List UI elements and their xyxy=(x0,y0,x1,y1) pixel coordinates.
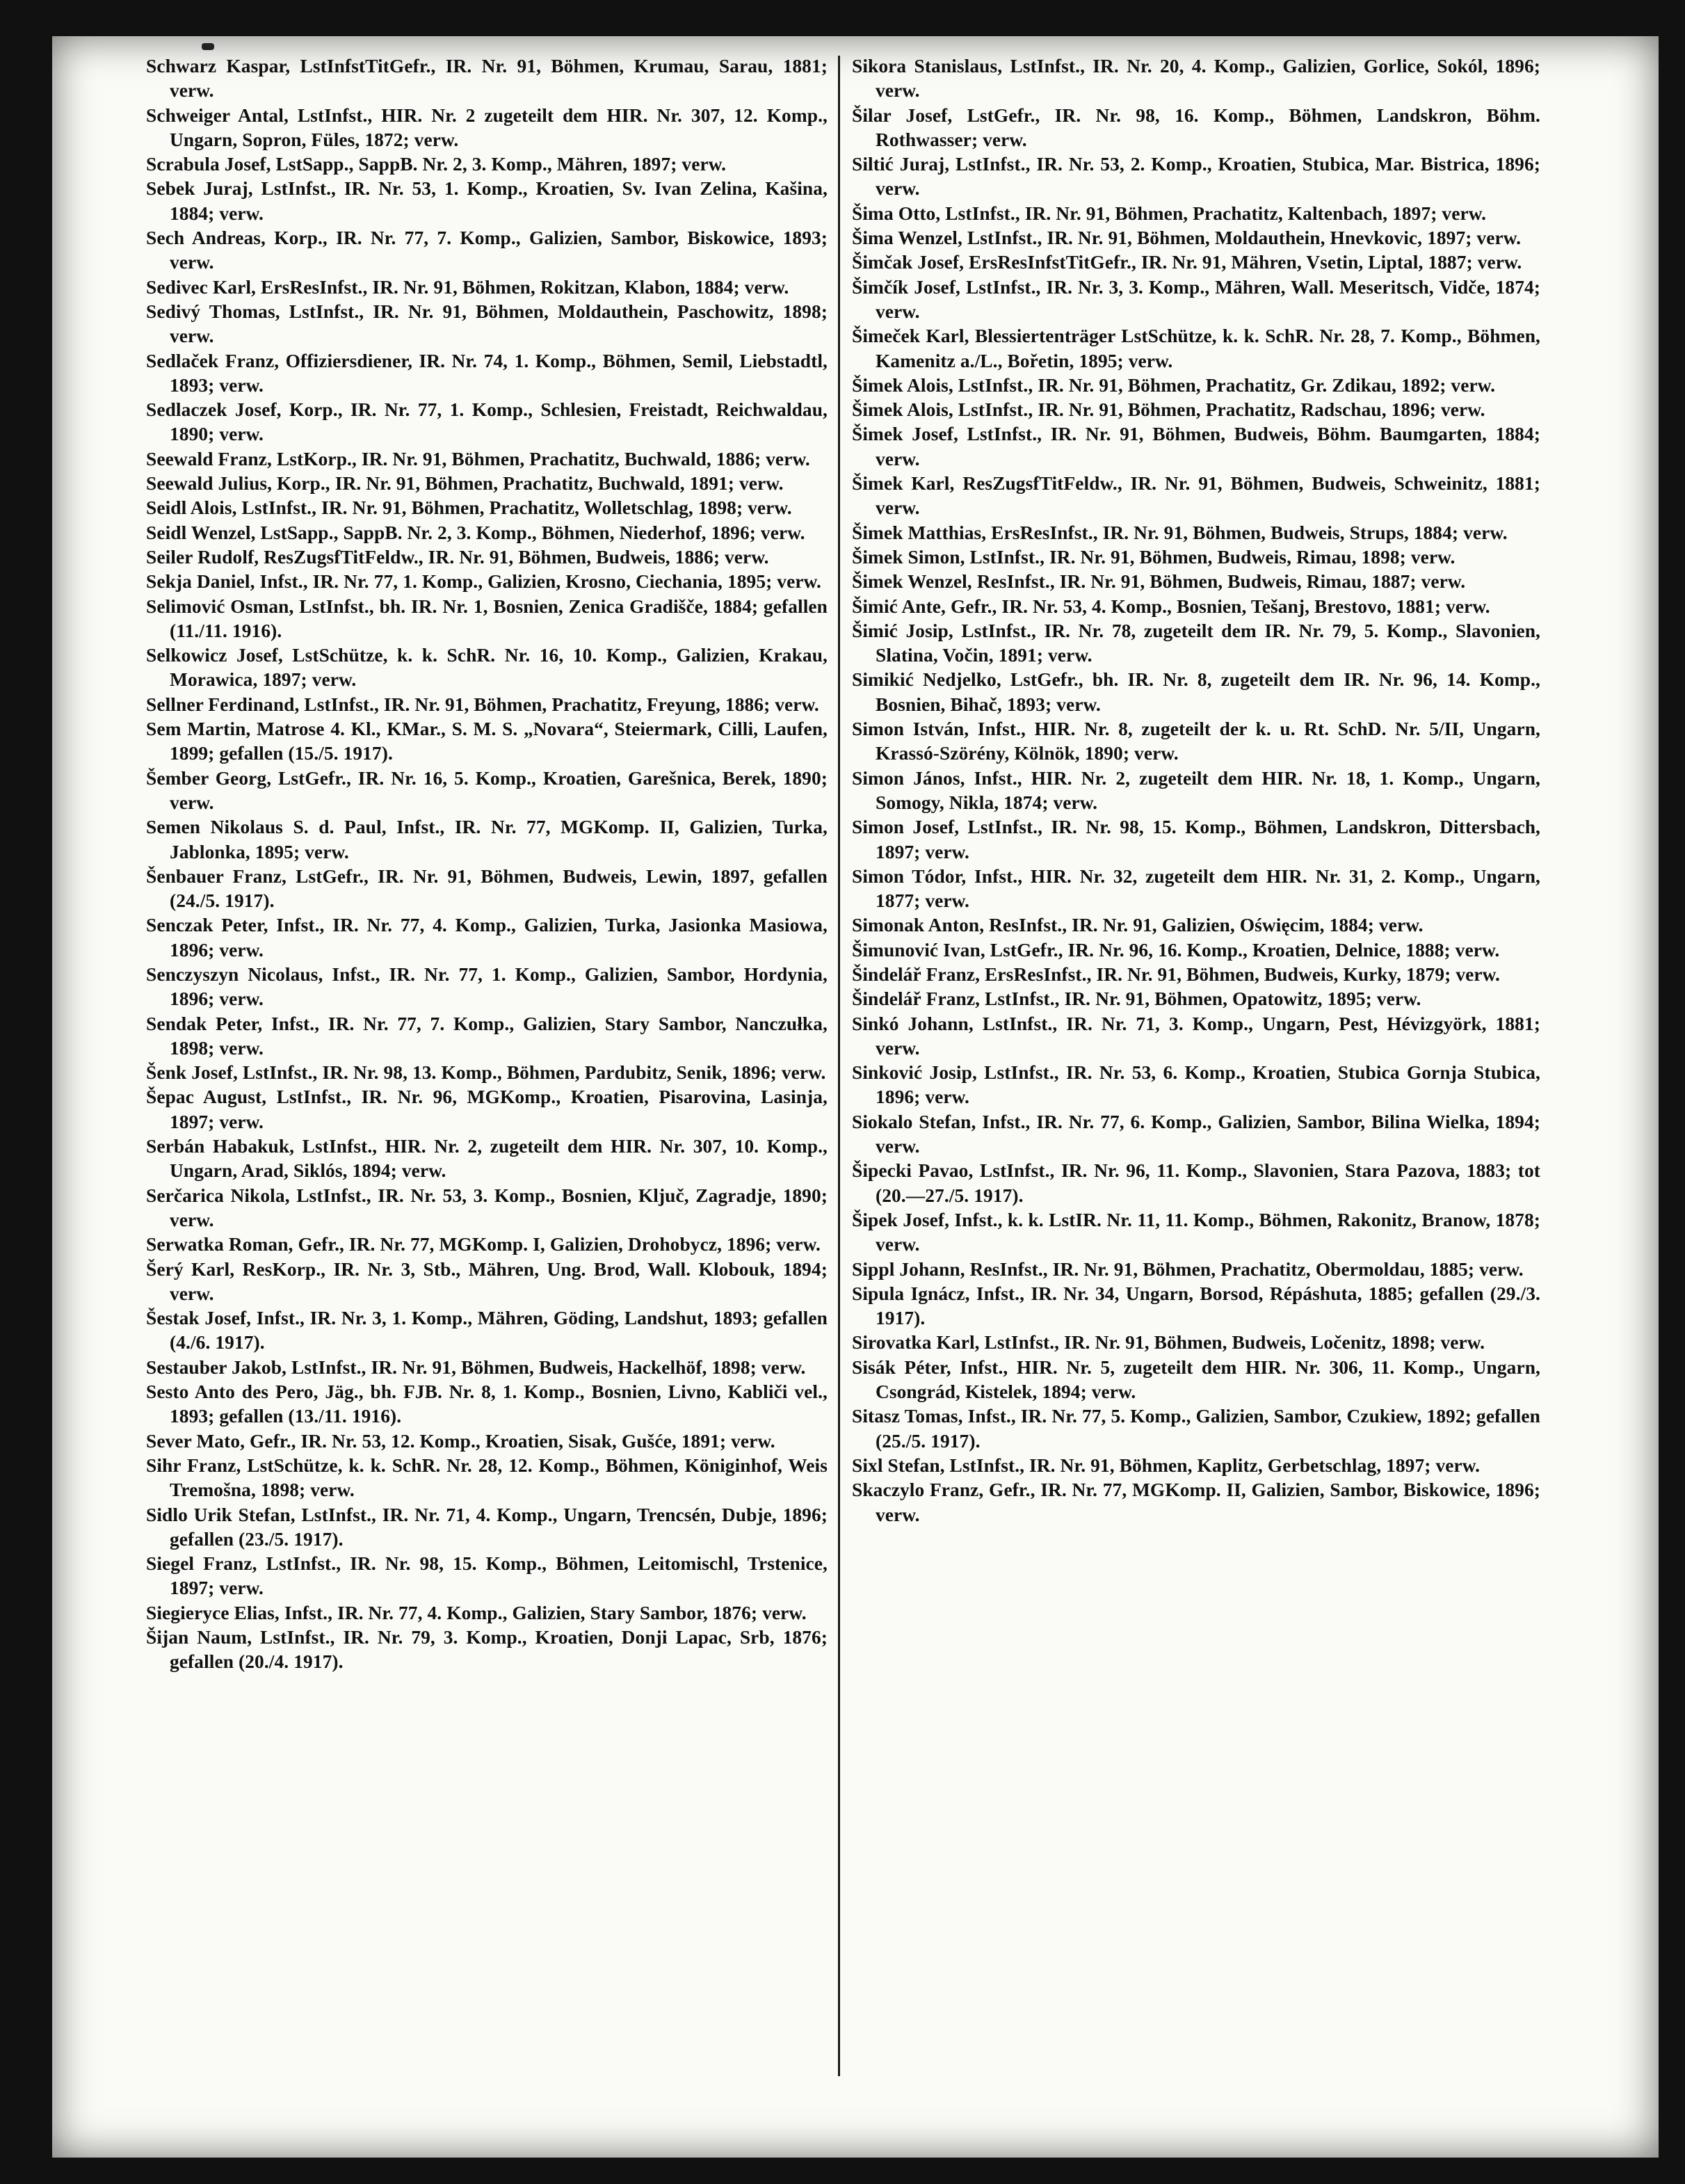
list-item xyxy=(146,693,828,717)
entry-name: Sipula Ignácz, xyxy=(852,1283,970,1304)
entry-details: LstInfst., IR. Nr. 91, Böhmen, Budweis, Hackelhöf, 1898; verw. xyxy=(287,1356,806,1378)
entry-name: Šimek Alois, xyxy=(852,399,953,421)
entry-name: Šimek Alois, xyxy=(852,374,953,396)
entry-name: Seidl Wenzel, xyxy=(146,522,256,543)
list-item xyxy=(852,815,1540,865)
entry-details: LstInfst., IR. Nr. 53, 3. Komp., Bosnien, Ključ, Zagradje, 1890; verw. xyxy=(170,1185,828,1230)
entry-details: ErsResInfst., IR. Nr. 91, Böhmen, Budweis, Kurky, 1879; verw. xyxy=(980,963,1500,985)
list-item xyxy=(146,275,828,300)
entry-details: LstInfst., IR. Nr. 91, Böhmen, Moldauthein, Hnevkovic, 1897; verw. xyxy=(962,227,1522,249)
entry-name: Simon Tódor, xyxy=(852,865,967,887)
entry-name: Šimčík Josef, xyxy=(852,276,960,298)
entry-details: LstSapp., SappB. Nr. 2, 3. Komp., Böhmen, Niederhof, 1896; verw. xyxy=(255,522,805,543)
entry-name: Šimić Josip, xyxy=(852,620,953,641)
list-item xyxy=(146,496,828,520)
entry-name: Sidlo Urik Stefan, xyxy=(146,1504,296,1525)
list-item xyxy=(146,300,828,349)
entry-details: ResKorp., IR. Nr. 3, Stb., Mähren, Ung. Brod, Wall. Klobouk, 1894; verw. xyxy=(170,1258,828,1304)
entry-name: Sisák Péter, xyxy=(852,1356,951,1378)
list-item xyxy=(146,643,828,693)
list-item xyxy=(146,1134,828,1184)
entry-name: Šember Georg, xyxy=(146,767,272,789)
list-item xyxy=(852,1282,1540,1331)
list-item xyxy=(146,963,828,1012)
list-item xyxy=(852,1356,1540,1405)
entry-details: Infst., IR. Nr. 77, 7. Komp., Galizien, Stary Sambor, Nanczułka, 1898; verw. xyxy=(170,1013,828,1059)
list-item xyxy=(852,250,1540,275)
entry-details: Infst., HIR. Nr. 32, zugeteilt dem HIR. Nr. 31, 2. Komp., Ungarn, 1877; verw. xyxy=(876,865,1540,912)
entry-name: Sinkó Johann, xyxy=(852,1013,974,1034)
list-item xyxy=(852,54,1540,104)
list-item xyxy=(146,447,828,472)
entry-details: Infst., IR. Nr. 77, 1. Komp., Galizien, Krosno, Ciechania, 1895; verw. xyxy=(255,571,821,593)
list-item xyxy=(146,1380,828,1429)
entry-details: LstInfst., IR. Nr. 20, 4. Komp., Galizien, Gorlice, Sokól, 1896; verw. xyxy=(876,56,1540,102)
entry-details: Korp., IR. Nr. 91, Böhmen, Prachatitz, Buchwald, 1891; verw. xyxy=(272,473,784,495)
entry-name: Schweiger Antal, xyxy=(146,104,289,126)
entry-details: LstInfst., HIR. Nr. 2 zugeteilt dem HIR. Nr. 307, 12. Komp., Ungarn, Sopron, Füles, 1872; verw. xyxy=(170,104,828,150)
list-item xyxy=(146,1306,828,1356)
list-item xyxy=(146,177,828,226)
entry-details: LstInfst., IR. Nr. 91, Böhmen, Moldauthein, Paschowitz, 1898; verw. xyxy=(170,300,828,347)
list-item xyxy=(146,766,828,816)
entry-name: Sekja Daniel, xyxy=(146,571,255,593)
list-item xyxy=(852,1404,1540,1454)
list-item xyxy=(852,202,1540,226)
list-item xyxy=(146,472,828,496)
entry-name: Selkowicz Josef, xyxy=(146,645,283,666)
entry-details: Korp., IR. Nr. 77, 7. Komp., Galizien, Sambor, Biskowice, 1893; verw. xyxy=(170,227,828,273)
entry-name: Šima Wenzel, xyxy=(852,227,962,249)
entry-details: LstGefr., IR. Nr. 91, Böhmen, Budweis, Lewin, 1897, gefallen (24./5. 1917). xyxy=(170,865,828,912)
list-item xyxy=(852,1012,1540,1061)
entry-details: ErsResInfst., IR. Nr. 91, Böhmen, Budweis, Strups, 1884; verw. xyxy=(986,522,1508,543)
entry-details: ResInfst., IR. Nr. 91, Böhmen, Prachatitz, Obermoldau, 1885; verw. xyxy=(965,1258,1524,1280)
entry-details: ResInfst., IR. Nr. 91, Böhmen, Budweis, Rimau, 1887; verw. xyxy=(972,571,1466,593)
list-item xyxy=(852,1159,1540,1208)
entry-name: Sever Mato, xyxy=(146,1430,245,1452)
list-item xyxy=(146,1258,828,1307)
entry-details: Gefr., IR. Nr. 77, MGKomp. II, Galizien, Sambor, Biskowice, 1896; verw. xyxy=(876,1479,1540,1525)
list-item xyxy=(852,226,1540,250)
entry-details: LstInfst., IR. Nr. 96, MGKomp., Kroatien, Pisarovina, Lasinja, 1897; verw. xyxy=(170,1086,828,1132)
entry-name: Sesto Anto des Pero, xyxy=(146,1381,319,1403)
entry-details: LstInfst., HIR. Nr. 2, zugeteilt dem HIR. Nr. 307, 10. Komp., Ungarn, Arad, Siklós, 1894; verw. xyxy=(170,1136,828,1182)
entry-name: Serbán Habakuk, xyxy=(146,1136,295,1157)
entry-name: Sinković Josip, xyxy=(852,1062,977,1084)
list-item xyxy=(852,570,1540,594)
list-item xyxy=(852,374,1540,398)
entry-name: Semen Nikolaus S. d. Paul, xyxy=(146,817,387,838)
entry-details: Infst., IR. Nr. 77, MGKomp. II, Galizien, Turka, Jablonka, 1895; verw. xyxy=(170,817,828,862)
list-item xyxy=(146,1012,828,1061)
entry-details: LstInfst., IR. Nr. 71, 4. Komp., Ungarn, Trencsén, Dubje, 1896; gefallen (23./5. 1917). xyxy=(170,1504,828,1550)
entry-name: Senczak Peter, xyxy=(146,915,268,936)
entry-name: Scrabula Josef, xyxy=(146,154,271,175)
entry-name: Seewald Julius, xyxy=(146,473,273,495)
entry-details: LstInfst., IR. Nr. 96, 11. Komp., Slavonien, Stara Pazova, 1883; tot (20.—27./5. 1917). xyxy=(876,1160,1540,1206)
entry-name: Schwarz Kaspar, xyxy=(146,56,291,77)
entry-name: Sedlaček Franz, xyxy=(146,350,280,371)
list-item xyxy=(146,913,828,963)
list-item xyxy=(146,1625,828,1675)
entry-details: LstInfst., IR. Nr. 91, Böhmen, Opatowitz, 1895; verw. xyxy=(980,988,1421,1010)
entry-details: ResZugsfTitFeldw., IR. Nr. 91, Böhmen, Budweis, 1886; verw. xyxy=(259,546,769,568)
list-item xyxy=(146,226,828,275)
entry-details: LstInfst., IR. Nr. 71, 3. Komp., Ungarn, Pest, Hévizgyörk, 1881; verw. xyxy=(876,1013,1540,1059)
entry-name: Sendak Peter, xyxy=(146,1013,263,1034)
entry-details: LstInfst., IR. Nr. 53, 6. Komp., Kroatien, Stubica Gornja Stubica, 1896; verw. xyxy=(876,1062,1540,1108)
list-item xyxy=(852,1454,1540,1478)
list-item xyxy=(852,913,1540,938)
entry-details: LstInfst., IR. Nr. 91, Böhmen, Budweis, Böhm. Baumgarten, 1884; verw. xyxy=(876,424,1540,469)
list-item xyxy=(146,1552,828,1601)
entry-name: Seewald Franz, xyxy=(146,448,272,469)
list-item xyxy=(852,1331,1540,1355)
entry-name: Simon János, xyxy=(852,767,965,789)
entry-name: Sirovatka Karl, xyxy=(852,1332,980,1354)
entry-name: Sedlaczek Josef, xyxy=(146,399,282,421)
entry-name: Sikora Stanislaus, xyxy=(852,56,1003,77)
list-item xyxy=(852,324,1540,374)
entry-details: LstInfst., IR. Nr. 98, 13. Komp., Böhmen, Pardubitz, Senik, 1896; verw. xyxy=(237,1062,826,1084)
entry-details: LstInfst., IR. Nr. 91, Böhmen, Kaplitz, Gerbetschlag, 1897; verw. xyxy=(944,1454,1481,1476)
entry-name: Šipek Josef, xyxy=(852,1209,950,1230)
entry-name: Seiler Rudolf, xyxy=(146,546,259,568)
list-item xyxy=(146,1061,828,1085)
entry-name: Šimek Josef, xyxy=(852,424,958,445)
entry-details: LstGefr., bh. IR. Nr. 8, zugeteilt dem IR. Nr. 96, 14. Komp., Bosnien, Bihač, 1893; verw. xyxy=(876,669,1541,715)
entry-name: Šima Otto, xyxy=(852,202,941,224)
entry-name: Šestak Josef, xyxy=(146,1308,252,1329)
list-item xyxy=(852,104,1540,153)
entry-name: Seidl Alois, xyxy=(146,497,237,519)
list-item xyxy=(146,1356,828,1380)
entry-details: LstGefr., IR. Nr. 16, 5. Komp., Kroatien, Garešnica, Berek, 1890; verw. xyxy=(170,767,828,813)
entry-name: Sellner Ferdinand, xyxy=(146,693,300,715)
list-item xyxy=(146,717,828,766)
list-item xyxy=(852,938,1540,963)
list-item xyxy=(852,619,1540,668)
entry-details: Infst., HIR. Nr. 5, zugeteilt dem HIR. Nr. 306, 11. Komp., Ungarn, Csongrád, Kistelek, 1894; verw. xyxy=(876,1356,1540,1403)
entry-details: LstInfstTitGefr., IR. Nr. 91, Böhmen, Krumau, Sarau, 1881; verw. xyxy=(170,56,828,102)
list-item xyxy=(852,152,1540,202)
entry-name: Šenk Josef, xyxy=(146,1062,238,1084)
entry-details: LstInfst., IR. Nr. 98, 15. Komp., Böhmen, Leitomischl, Trstenice, 1897; verw. xyxy=(170,1553,828,1599)
entry-name: Sippl Johann, xyxy=(852,1258,965,1280)
list-item xyxy=(146,1232,828,1257)
entry-details: LstInfst., IR. Nr. 91, Böhmen, Prachatitz, Kaltenbach, 1897; verw. xyxy=(940,202,1487,224)
list-item xyxy=(146,815,828,865)
entry-name: Šilar Josef, xyxy=(852,104,953,126)
entry-details: Infst., k. k. LstIR. Nr. 11, 11. Komp., Böhmen, Rakonitz, Branow, 1878; verw. xyxy=(876,1209,1540,1255)
entry-details: LstKorp., IR. Nr. 91, Böhmen, Prachatitz, Buchwald, 1886; verw. xyxy=(271,448,810,469)
entry-name: Sebek Juraj, xyxy=(146,178,253,200)
entry-details: ErsResInfstTitGefr., IR. Nr. 91, Mähren, Vsetin, Liptal, 1887; verw. xyxy=(964,252,1522,273)
entry-name: Šimeček Karl, xyxy=(852,326,969,347)
column-divider xyxy=(838,56,840,2076)
entry-details: Infst., IR. Nr. 77, 4. Komp., Galizien, Stary Sambor, 1876; verw. xyxy=(279,1602,807,1623)
entry-name: Šimek Karl, xyxy=(852,473,955,495)
entry-details: Jäg., bh. FJB. Nr. 8, 1. Komp., Bosnien, Livno, Kabliči vel., 1893; gefallen (13./11. 1916). xyxy=(170,1381,828,1427)
entry-name: Sech Andreas, xyxy=(146,227,266,249)
entry-details: Infst., IR. Nr. 77, 6. Komp., Galizien, Sambor, Bilina Wielka, 1894; verw. xyxy=(876,1111,1540,1157)
list-item xyxy=(146,545,828,570)
entry-name: Selimović Osman, xyxy=(146,595,294,617)
list-item xyxy=(852,521,1540,545)
list-item xyxy=(852,717,1540,766)
entry-details: Infst., IR. Nr. 34, Ungarn, Borsod, Répáshuta, 1885; gefallen (29./3. 1917). xyxy=(876,1283,1540,1329)
list-item xyxy=(852,766,1540,816)
list-item xyxy=(852,275,1540,325)
entry-name: Šepac August, xyxy=(146,1086,267,1108)
entry-name: Šimek Wenzel, xyxy=(852,571,972,593)
entry-name: Sixl Stefan, xyxy=(852,1454,945,1476)
list-item xyxy=(852,865,1540,914)
entry-details: Korp., IR. Nr. 77, 1. Komp., Schlesien, Freistadt, Reichwaldau, 1890; verw. xyxy=(170,399,828,445)
entry-name: Siegieryce Elias, xyxy=(146,1602,280,1623)
list-item xyxy=(852,398,1540,422)
entry-details: Infst., IR. Nr. 77, 5. Komp., Galizien, Sambor, Czukiew, 1892; gefallen (25./5. 1917). xyxy=(876,1406,1540,1452)
entry-details: Infst., HIR. Nr. 2, zugeteilt dem HIR. Nr. 18, 1. Komp., Ungarn, Somogy, Nikla, 1874; verw. xyxy=(876,767,1540,813)
list-item xyxy=(852,668,1540,717)
entry-name: Šindelář Franz, xyxy=(852,988,981,1010)
entry-details: ResInfst., IR. Nr. 91, Galizien, Oświęcim, 1884; verw. xyxy=(984,915,1424,936)
list-item xyxy=(146,54,828,104)
list-item xyxy=(852,545,1540,570)
entry-name: Senczyszyn Nicolaus, xyxy=(146,963,323,985)
list-item xyxy=(852,963,1540,987)
ink-speck xyxy=(202,43,214,50)
entry-details: LstInfst., IR. Nr. 53, 1. Komp., Kroatien, Sv. Ivan Zelina, Kašina, 1884; verw. xyxy=(170,178,828,224)
list-item xyxy=(146,595,828,644)
right-column xyxy=(852,54,1540,1527)
list-item xyxy=(146,1184,828,1233)
entry-name: Šindelář Franz, xyxy=(852,963,981,985)
entry-name: Serčarica Nikola, xyxy=(146,1185,290,1206)
entry-name: Simikić Nedjelko, xyxy=(852,669,1001,691)
entry-name: Šimić Ante, xyxy=(852,595,946,617)
list-item xyxy=(852,472,1540,521)
list-item xyxy=(146,1085,828,1134)
entry-details: LstInfst., IR. Nr. 79, 3. Komp., Kroatien, Donji Lapac, Srb, 1876; gefallen (20./4. 1917). xyxy=(170,1627,828,1673)
entry-name: Siltić Juraj, xyxy=(852,154,950,175)
entry-name: Šerý Karl, xyxy=(146,1258,235,1280)
entry-name: Serwatka Roman, xyxy=(146,1234,293,1255)
entry-details: LstInfst., IR. Nr. 78, zugeteilt dem IR. Nr. 79, 5. Komp., Slavonien, Slatina, Vočin, 1891; verw. xyxy=(876,620,1540,666)
entry-details: Blessiertenträger LstSchütze, k. k. SchR. Nr. 28, 7. Komp., Böhmen, Kamenitz a./L., Bořetin, 1895; verw. xyxy=(876,326,1540,371)
entry-details: LstInfst., IR. Nr. 98, 15. Komp., Böhmen, Landskron, Dittersbach, 1897; verw. xyxy=(876,817,1541,862)
list-item xyxy=(852,1208,1540,1258)
entry-details: LstGefr., IR. Nr. 98, 16. Komp., Böhmen, Landskron, Böhm. Rothwasser; verw. xyxy=(876,104,1540,150)
list-item xyxy=(146,398,828,447)
list-item xyxy=(146,104,828,153)
entry-name: Šimek Matthias, xyxy=(852,522,987,543)
list-item xyxy=(146,1503,828,1552)
entry-name: Šipecki Pavao, xyxy=(852,1160,974,1182)
entry-name: Siokalo Stefan, xyxy=(852,1111,976,1132)
list-item xyxy=(852,422,1540,472)
list-item xyxy=(146,1454,828,1503)
entry-details: LstSchütze, k. k. SchR. Nr. 28, 12. Komp., Böhmen, Königinhof, Weis Tremošna, 1898; verw. xyxy=(170,1454,828,1501)
entry-details: ErsResInfst., IR. Nr. 91, Böhmen, Rokitzan, Klabon, 1884; verw. xyxy=(256,276,789,298)
entry-details: Infst., IR. Nr. 77, 1. Komp., Galizien, Sambor, Hordynia, 1896; verw. xyxy=(170,963,828,1010)
entry-name: Sem Martin, xyxy=(146,718,251,740)
entry-details: LstInfst., bh. IR. Nr. 1, Bosnien, Zenica Gradišče, 1884; gefallen (11./11. 1916). xyxy=(170,595,828,641)
entry-details: Gefr., IR. Nr. 53, 12. Komp., Kroatien, Sisak, Gušće, 1891; verw. xyxy=(245,1430,775,1452)
list-item xyxy=(146,865,828,914)
list-item xyxy=(146,152,828,177)
entry-details: Infst., IR. Nr. 77, 4. Komp., Galizien, Turka, Jasionka Masiowa, 1896; verw. xyxy=(170,915,828,961)
entry-name: Siegel Franz, xyxy=(146,1553,257,1575)
entry-name: Sedivý Thomas, xyxy=(146,300,280,322)
entry-name: Sitasz Tomas, xyxy=(852,1406,963,1427)
entry-details: LstGefr., IR. Nr. 96, 16. Komp., Kroatien, Delnice, 1888; verw. xyxy=(985,939,1500,961)
entry-details: Gefr., IR. Nr. 77, MGKomp. I, Galizien, Drohobycz, 1896; verw. xyxy=(293,1234,821,1255)
entry-name: Skaczylo Franz, xyxy=(852,1479,984,1501)
entry-details: LstInfst., IR. Nr. 53, 2. Komp., Kroatien, Stubica, Mar. Bistrica, 1896; verw. xyxy=(876,154,1540,200)
list-item xyxy=(852,1258,1540,1282)
entry-name: Simon Josef, xyxy=(852,817,960,838)
entry-details: Gefr., IR. Nr. 53, 4. Komp., Bosnien, Tešanj, Brestovo, 1881; verw. xyxy=(946,595,1490,617)
entry-name: Sihr Franz, xyxy=(146,1454,241,1476)
entry-name: Sestauber Jakob, xyxy=(146,1356,287,1378)
entry-name: Šijan Naum, xyxy=(146,1627,252,1648)
list-item xyxy=(146,1601,828,1625)
entry-details: Infst., HIR. Nr. 8, zugeteilt der k. u. Rt. SchD. Nr. 5/II, Ungarn, Krassó-Szörény, Kölnök, 1890; verw. xyxy=(876,718,1540,764)
entry-details: Offiziersdiener, IR. Nr. 74, 1. Komp., Böhmen, Semil, Liebstadtl, 1893; verw. xyxy=(170,350,828,396)
entry-details: Infst., IR. Nr. 3, 1. Komp., Mähren, Göding, Landshut, 1893; gefallen (4./6. 1917). xyxy=(170,1308,828,1354)
list-item xyxy=(852,1061,1540,1110)
entry-name: Simonak Anton, xyxy=(852,915,985,936)
entry-name: Šimunović Ivan, xyxy=(852,939,985,961)
entry-details: LstInfst., IR. Nr. 91, Böhmen, Prachatitz, Radschau, 1896; verw. xyxy=(953,399,1485,421)
left-column xyxy=(146,54,828,1675)
list-item xyxy=(852,595,1540,619)
list-item xyxy=(852,1478,1540,1527)
entry-details: LstInfst., IR. Nr. 91, Böhmen, Budweis, Ločenitz, 1898; verw. xyxy=(979,1332,1485,1354)
entry-name: Šenbauer Franz, xyxy=(146,865,287,887)
entry-details: LstInfst., IR. Nr. 91, Böhmen, Budweis, Rimau, 1898; verw. xyxy=(965,546,1456,568)
entry-details: Matrose 4. Kl., KMar., S. M. S. „Novara“, Steiermark, Cilli, Laufen, 1899; gefallen (15./5. 1917). xyxy=(170,718,828,764)
entry-name: Šimčak Josef, xyxy=(852,252,965,273)
list-item xyxy=(146,349,828,399)
list-item xyxy=(146,521,828,545)
entry-details: LstSchütze, k. k. SchR. Nr. 16, 10. Komp., Galizien, Krakau, Morawica, 1897; verw. xyxy=(170,645,828,691)
entry-name: Sedivec Karl, xyxy=(146,276,257,298)
entry-details: LstInfst., IR. Nr. 91, Böhmen, Prachatitz, Gr. Zdikau, 1892; verw. xyxy=(953,374,1496,396)
list-item xyxy=(146,1429,828,1454)
list-item xyxy=(852,1110,1540,1159)
entry-details: LstInfst., IR. Nr. 91, Böhmen, Prachatitz, Freyung, 1886; verw. xyxy=(299,693,819,715)
entry-details: LstInfst., IR. Nr. 3, 3. Komp., Mähren, Wall. Meseritsch, Vidče, 1874; verw. xyxy=(876,276,1541,322)
entry-name: Simon István, xyxy=(852,718,969,740)
entry-details: LstSapp., SappB. Nr. 2, 3. Komp., Mähren, 1897; verw. xyxy=(271,154,727,175)
list-item xyxy=(852,987,1540,1011)
entry-details: LstInfst., IR. Nr. 91, Böhmen, Prachatitz, Wolletschlag, 1898; verw. xyxy=(236,497,792,519)
entry-details: ResZugsfTitFeldw., IR. Nr. 91, Böhmen, Budweis, Schweinitz, 1881; verw. xyxy=(876,473,1540,519)
entry-name: Šimek Simon, xyxy=(852,546,965,568)
list-item xyxy=(146,570,828,594)
